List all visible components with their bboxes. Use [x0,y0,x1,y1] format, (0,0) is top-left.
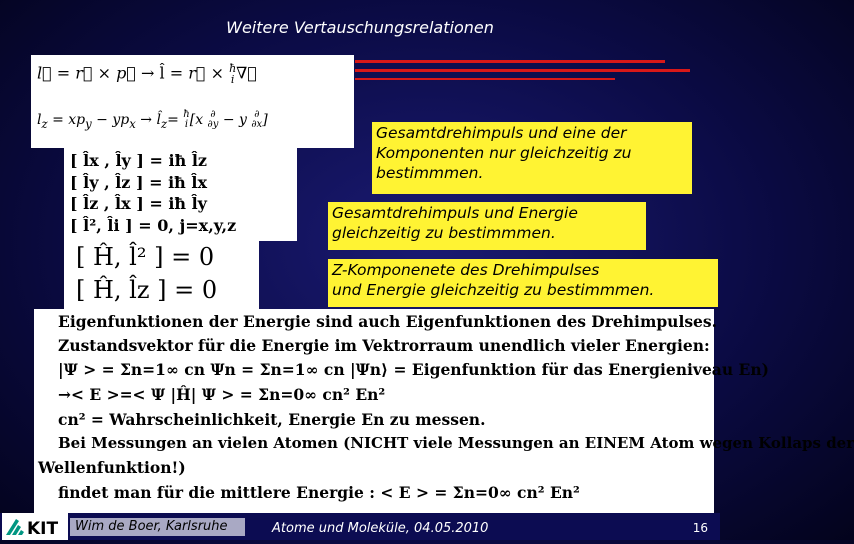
slide-title: Weitere Vertauschungsrelationen [226,18,494,37]
red-line-2 [355,69,690,72]
svg-text:KIT: KIT [27,519,59,539]
commutator-3: [ l̂z , l̂x ] = iħ l̂y [70,194,207,213]
red-line-1 [355,60,665,63]
commutator-1: [ l̂x , l̂y ] = iħ l̂z [70,151,207,170]
body-line-7: Wellenfunktion!) [38,458,186,477]
hamiltonian-commutator-box [64,241,259,309]
footer-author: Wim de Boer, Karlsruhe [70,518,245,536]
lz-formula: $l_z = xp_y - yp_x$ → $l̂_z=$ ħ i [x ∂ ∂y − y ∂ ∂x] [37,109,268,131]
kit-logo [2,513,68,540]
body-line-1: Eigenfunktionen der Energie sind auch Eigenfunktionen des Drehimpulses. [58,312,718,331]
body-line-2: Zustandsvektor für die Energie im Vektrorraum unendlich vieler Energien: [58,336,710,355]
callout-total-angular-momentum-component: Gesamtdrehimpuls und eine der Komponenten nur gleichzeitig zu bestimmmen. [372,122,692,194]
footer-lecture-date: Atome und Moleküle, 04.05.2010 [272,521,489,536]
body-line-8: findet man für die mittlere Energie : < E > = Σn=0∞ cn² En² [58,483,580,502]
commutator-2: [ l̂y , l̂z ] = iħ l̂x [70,173,207,192]
body-line-4: →< E >=< Ψ |Ĥ| Ψ > = Σn=0∞ cn² En² [58,385,386,404]
angular-momentum-vector-formula: l⃗ = r⃗ × p⃗ → l̂ = r⃗ × ħ i ∇⃗ [37,62,257,86]
commutator-4: [ l̂², l̂i ] = 0, j=x,y,z [70,216,237,235]
page-number: 16 [692,521,708,535]
red-line-3 [355,78,615,80]
body-line-5: cn² = Wahrscheinlichkeit, Energie En zu messen. [58,410,486,429]
body-line-3: |Ψ > = Σn=1∞ cn Ψn = Σn=1∞ cn |Ψn⟩ = Eigenfunktion für das Energieniveau En) [58,360,769,379]
callout-z-component-energy: Z-Komponenete des Drehimpulses und Energie gleichzeitig zu bestimmmen. [328,259,718,307]
body-line-6: Bei Messungen an vielen Atomen (NICHT viele Messungen an EINEM Atom wegen Kollaps der [58,434,854,452]
hamiltonian-commutator-1: [ Ĥ, l̂² ] = 0 [76,243,215,271]
angular-momentum-formula-box [31,55,354,148]
callout-total-angular-momentum-energy: Gesamtdrehimpuls und Energie gleichzeitig zu bestimmmen. [328,202,646,250]
energy-eigenfunction-text [34,309,854,515]
hamiltonian-commutator-2: [ Ĥ, l̂z ] = 0 [76,276,218,304]
commutator-box [64,148,297,241]
